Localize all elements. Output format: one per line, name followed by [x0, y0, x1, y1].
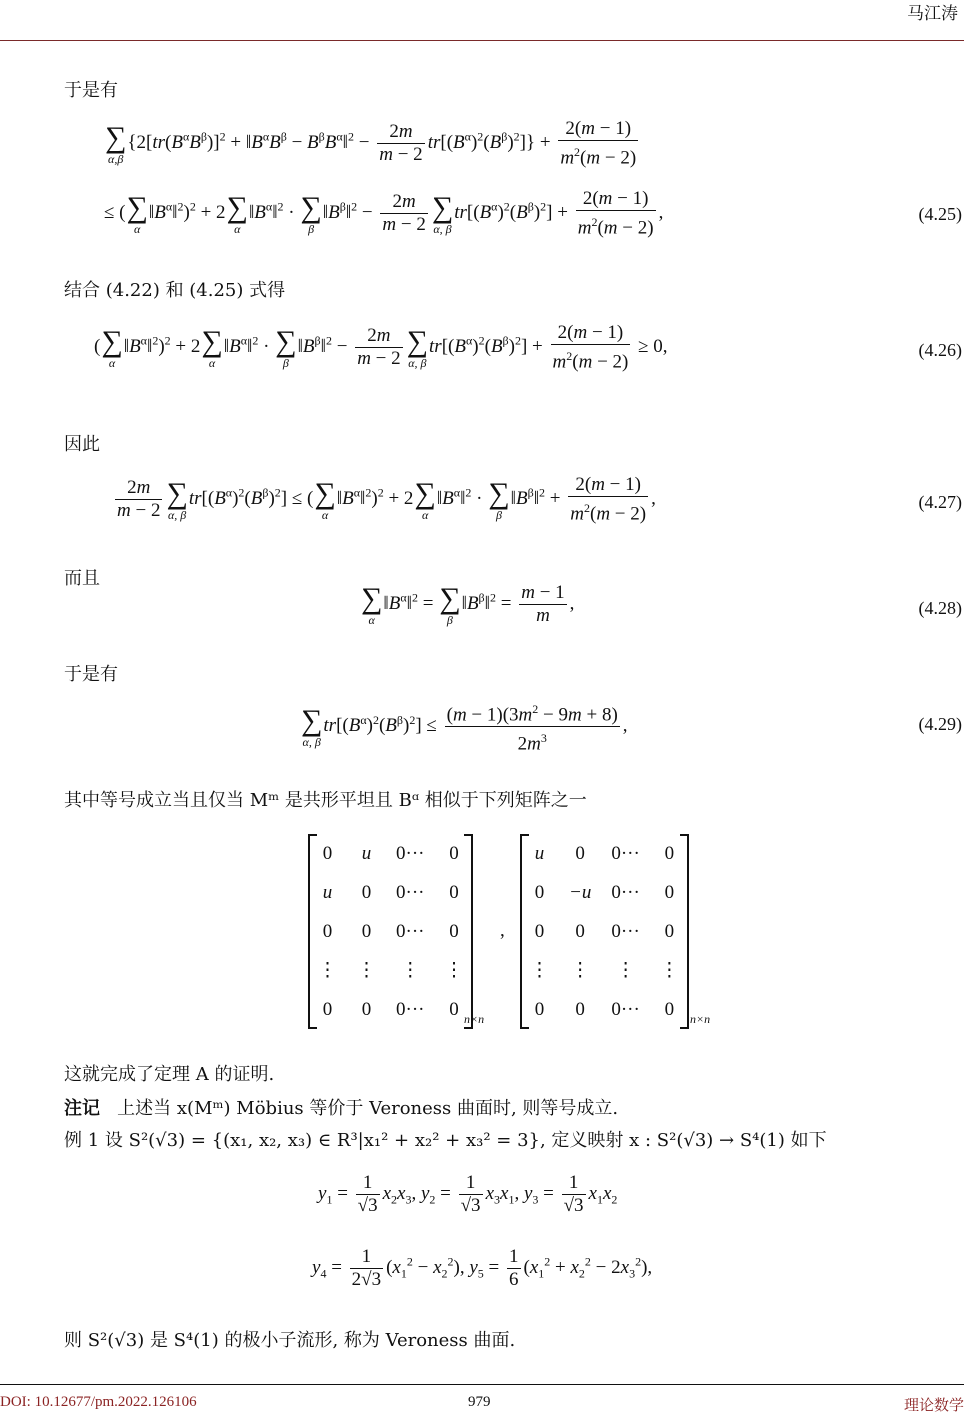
remark — [64, 1094, 618, 1120]
text-therefore: 因此 — [64, 434, 100, 455]
equation-4-28: ∑ α $‖B^\alpha‖^2$ = ∑ β $‖B^\beta‖^2$ = $\frac{m - 1}{m}$ , — [361, 581, 575, 627]
matrix-row — [308, 990, 473, 1029]
matrix-cell: ⋮ — [318, 960, 337, 981]
matrix-cell: u — [361, 842, 372, 864]
matrix-cell: ⋮ — [616, 960, 636, 981]
header-rule — [0, 40, 964, 41]
matrix-cell: 0 — [361, 881, 372, 903]
matrix-2-subscript: n×n — [690, 1012, 711, 1026]
equation-number-4-28: (4.28) — [918, 598, 962, 618]
matrix-cell: 0 — [664, 881, 675, 903]
text-proof-complete: 这就完成了定理 A 的证明. — [64, 1064, 275, 1085]
matrix-cell: 0 — [534, 881, 545, 903]
matrix-row — [308, 951, 473, 990]
example-1: 例 1 设 S²(√3) = {(x₁, x₂, x₃) ∈ R³|x₁² + x₂² + x₃² = 3}, 定义映射 x : S²(√3) → S⁴(1) 如下 — [64, 1130, 827, 1151]
matrix-row — [520, 912, 689, 951]
footer-doi[interactable]: DOI: 10.12677/pm.2022.126106 — [0, 1394, 197, 1410]
text-equality-condition: 其中等号成立当且仅当 Mᵐ 是共形平坦且 Bᵅ 相似于下列矩阵之一 — [64, 790, 587, 811]
text-combine: 结合 (4.22) 和 (4.25) 式得 — [64, 280, 286, 301]
matrix-cell: 0··· — [396, 998, 425, 1020]
matrix-cell: ⋮ — [659, 960, 679, 981]
matrix-cell: 0··· — [396, 881, 425, 903]
text-so-have-2: 于是有 — [64, 664, 118, 685]
equation-4-26: ( ∑ α $‖B^\alpha‖^2)^2 + 2$ ∑ α $‖B^\alpha‖^2$ · ∑ β $‖B^\beta‖^2$ − $\frac{2m}{m - 2}$ ∑ α, β $tr[(B^\alpha)^2(B^\beta)^2]$ + $\frac{2(m - 1)}{m^2(m - 2)}$ ≥ 0, — [94, 322, 668, 373]
equation-4-25-line2: ≤ ( ∑ α $‖B^\alpha‖^2)^2 + 2$ ∑ α $‖B^\alpha‖^2$ · ∑ β $‖B^\beta‖^2$ − $\frac{2m}{m - 2}$ ∑ α, β $tr[(B^\alpha)^2(B^\beta)^2]$ + $\frac{2(m - 1)}{m^2(m - 2)}$ , — [104, 188, 664, 239]
equation-number-4-26: (4.26) — [918, 340, 962, 360]
footer-page-number: 979 — [468, 1394, 491, 1410]
equation-4-27: $\frac{2m}{m - 2}$ ∑ α, β $tr[(B^\alpha)^2(B^\beta)^2]$ ≤ ( ∑ α $‖B^\alpha‖^2)^2 + 2$ ∑ α $‖B^\alpha‖^2$ · ∑ β $‖B^\beta‖^2$ + $\frac{2(m - 1)}{m^2(m - 2)}$ , — [117, 474, 656, 525]
matrix-1-right-bracket — [464, 834, 473, 1029]
matrix-cell: 0 — [664, 920, 675, 942]
matrix-row — [308, 834, 473, 873]
matrix-cell: −u — [569, 881, 592, 903]
matrix-cell: ⋮ — [530, 960, 549, 981]
text-so-have: 于是有 — [64, 80, 118, 101]
matrix-row — [520, 873, 689, 912]
equation-number-4-29: (4.29) — [918, 714, 962, 734]
header-author: 马江涛 — [907, 4, 958, 24]
matrix-cell: ⋮ — [444, 960, 464, 981]
equation-number-4-27: (4.27) — [918, 492, 962, 512]
matrix-2-right-bracket — [680, 834, 689, 1029]
matrix-cell: 0··· — [611, 842, 640, 864]
matrix-cell: 0 — [575, 998, 585, 1020]
remark-text: 上述当 x(Mᵐ) Möbius 等价于 Veroness 曲面时, 则等号成立. — [117, 1098, 619, 1119]
matrix-1 — [308, 834, 473, 1029]
matrix-1-left-bracket — [308, 834, 317, 1029]
matrix-row — [520, 990, 689, 1029]
matrix-cell: ⋮ — [357, 960, 376, 981]
matrix-cell: 0··· — [611, 998, 640, 1020]
matrix-cell: 0··· — [611, 920, 640, 942]
matrix-cell: 0 — [322, 998, 333, 1020]
matrix-cell: u — [534, 842, 545, 864]
matrix-cell: ⋮ — [570, 960, 590, 981]
matrix-cell: ⋮ — [400, 960, 420, 981]
matrix-cell: 0 — [664, 998, 675, 1020]
matrix-cell: 0 — [534, 920, 545, 942]
equation-y1-y3: $y_1$ = $\frac{1}{√3}$ $x_2x_3$, $y_2$ = $\frac{1}{√3}$ $x_3x_1$, $y_3$ = $\frac{1}{√3}$ $x_1x_2$ — [318, 1172, 618, 1216]
matrix-cell: 0··· — [396, 842, 425, 864]
text-moreover: 而且 — [64, 568, 100, 589]
remark-label: 注记 — [64, 1098, 100, 1119]
matrix-cell: 0 — [449, 998, 459, 1020]
matrix-cell: 0··· — [611, 881, 640, 903]
matrix-1-subscript: n×n — [464, 1012, 485, 1026]
matrix-cell: 0 — [361, 998, 372, 1020]
matrix-cell: 0 — [449, 881, 459, 903]
matrix-cell: 0 — [449, 842, 459, 864]
matrix-2-left-bracket — [520, 834, 529, 1029]
matrix-cell: 0 — [449, 920, 459, 942]
matrix-2 — [520, 834, 689, 1029]
footer-journal: 理论数学 — [903, 1398, 964, 1414]
matrix-cell: u — [322, 881, 333, 903]
equation-y4-y5: $y_4$ = $\frac{1}{2√3}$ $(x_1^2 - x_2^2)$, $y_5$ = $\frac{1}{6}$ $(x_1^2 + x_2^2 - 2x_3^2)$, — [312, 1246, 653, 1290]
text-veroness: 则 S²(√3) 是 S⁴(1) 的极小子流形, 称为 Veroness 曲面. — [64, 1330, 516, 1351]
matrix-cell: 0 — [534, 998, 545, 1020]
matrix-cell: 0 — [575, 920, 585, 942]
matrix-row — [520, 951, 689, 990]
matrix-cell: 0 — [322, 842, 333, 864]
matrix-row — [308, 912, 473, 951]
matrix-cell: 0 — [664, 842, 675, 864]
matrix-row — [520, 834, 689, 873]
equation-4-29: ∑ α, β $tr[(B^\alpha)^2(B^\beta)^2]$ ≤ $\frac{(m - 1)(3m^2 - 9m + 8)}{2m^3}$ , — [300, 698, 628, 756]
matrix-separator: , — [500, 920, 505, 941]
matrix-cell: 0 — [575, 842, 585, 864]
matrix-cell: 0 — [322, 920, 333, 942]
equation-number-4-25: (4.25) — [918, 204, 962, 224]
equation-4-25-line1: ∑ α,β {$2[tr(B^\alpha B^\beta)]^2$ + $‖B^\alpha B^\beta$ − $B^\beta B^\alpha‖^2$ − $\frac{2m}{m - 2}$ $tr[(B^\alpha)^2(B^\beta)^2]$} + $\frac{2(m - 1)}{m^2(m - 2)}$ — [105, 118, 637, 169]
matrix-cell: 0··· — [396, 920, 425, 942]
matrix-cell: 0 — [361, 920, 372, 942]
matrix-row — [308, 873, 473, 912]
footer-rule — [0, 1384, 964, 1385]
